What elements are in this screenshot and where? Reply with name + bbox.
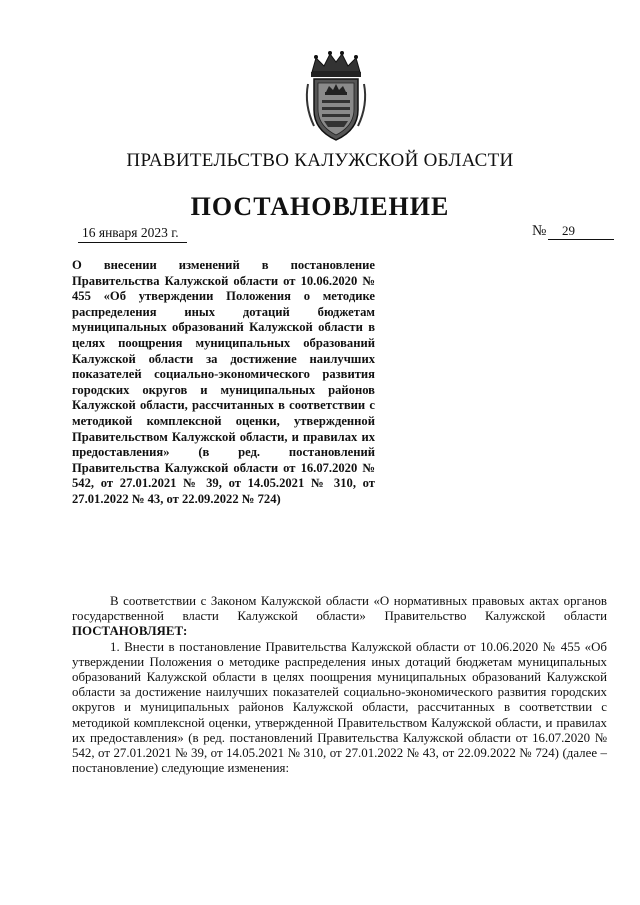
document-number: 29 <box>548 223 614 240</box>
document-subject: О внесении изменений в постановление Правительства Калужской области от 10.06.2020 № 455 «Об утверждении Положения о методике распределения иных дотаций бюджетам муниципальных образований Калужской области в целях поощрения муниципальных образований Калужской области за достижение наилучших показателей социально-экономического развития городских округов и муниципальных районов Калужской области, рассчитанных в соответствии с методикой комплексной оценки, утвержденной Правительством Калужской области, и правилах их предоставления» (в ред. постановлений Правительства Калужской области от 16.07.2020 № 542, от 27.01.2021 № 39, от 14.05.2021 № 310, от 27.01.2022 № 43, от 22.09.2022 № 724) <box>72 258 375 506</box>
document-date: 16 января 2023 г. <box>78 225 187 243</box>
document-body <box>72 594 607 776</box>
preamble-paragraph <box>72 594 607 640</box>
government-title: ПРАВИТЕЛЬСТВО КАЛУЖСКОЙ ОБЛАСТИ <box>126 150 514 171</box>
number-label: № <box>532 223 547 239</box>
preamble-text: В соответствии с Законом Калужской области «О нормативных правовых актах органов государственной власти Калужской области» Правительство Калужской области <box>72 594 607 624</box>
resolves-keyword: ПОСТАНОВЛЯЕТ: <box>72 624 188 639</box>
document-type-title: ПОСТАНОВЛЕНИЕ <box>190 192 450 221</box>
coat-of-arms-icon <box>300 50 372 144</box>
item-1-paragraph: 1. Внести в постановление Правительства Калужской области от 10.06.2020 № 455 «Об утверждении Положения о методике распределения иных дотаций бюджетам муниципальных образований Калужской области в целях поощрения муниципальных образований Калужской области за достижение наилучших показателей социально-экономического развития городских округов и муниципальных районов Калужской области, рассчитанных в соответствии с методикой комплексной оценки, утвержденной Правительством Калужской области, и правилах их предоставления» (в ред. постановлений Правительства Калужской области от 16.07.2020 № 542, от 27.01.2021 № 39, от 14.05.2021 № 310, от 27.01.2022 № 43, от 22.09.2022 № 724) (далее – постановление) следующие изменения: <box>72 639 607 776</box>
